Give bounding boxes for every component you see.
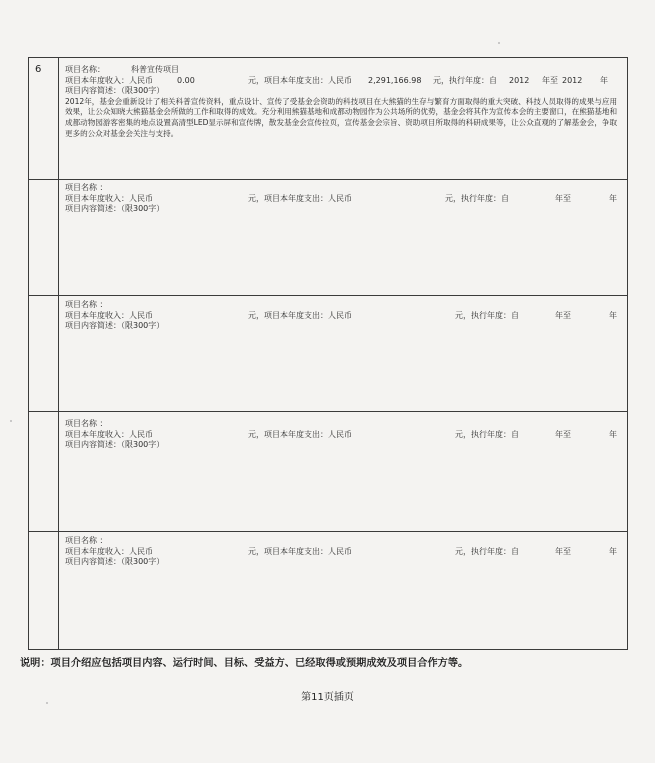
content-label: 项目内容简述：（限300字） bbox=[65, 440, 165, 450]
project-row bbox=[65, 65, 621, 139]
exec-year-label: 元，执行年度：自 bbox=[445, 193, 509, 203]
content-label: 项目内容简述：（限300字） bbox=[65, 204, 165, 214]
content-line bbox=[65, 557, 621, 568]
content-line bbox=[65, 86, 621, 97]
to-label: 年至 bbox=[555, 546, 571, 556]
income-label: 项目本年度收入：人民币 bbox=[65, 546, 153, 556]
project-name-label: 项目名称 ： bbox=[65, 536, 108, 545]
expense-label: 元，项目本年度支出：人民币 bbox=[248, 429, 352, 439]
content-label: 项目内容简述：（限300字） bbox=[65, 321, 165, 331]
expense-label: 元，项目本年度支出：人民币 bbox=[248, 193, 352, 203]
income-value: 0.00 bbox=[177, 75, 195, 85]
year-label: 年 bbox=[609, 310, 617, 320]
project-description: 2012年，基金会重新设计了相关科普宣传资料，重点设计、宣传了受基金会资助的科技项目在大熊猫的生存与繁育方面取得的重大突破、科技人员取得的成果与应用效果，让公众知晓大熊猫基金会所做的工作和取得的成效。充分利用熊猫基地和成都动物园作为公共场所的优势，基金会将其作为宣传本会的主要窗口，在熊猫基地和成都动物园游客密集的地点设置高清型LED显示屏和宣传牌，散发基金会宣传拉页，宣传基金会宗旨、资助项目所取得的科研成果等，让公众直观的了解基金会，争取更多的公众对基金会关注与支持。 bbox=[65, 96, 617, 138]
content-line bbox=[65, 204, 621, 215]
amount-line bbox=[65, 194, 621, 205]
expense-label: 元，项目本年度支出：人民币 bbox=[248, 75, 352, 85]
name-line bbox=[65, 300, 621, 311]
row-divider bbox=[29, 531, 627, 532]
project-row bbox=[65, 419, 621, 451]
income-label: 项目本年度收入：人民币 bbox=[65, 310, 153, 320]
to-label: 年至 bbox=[542, 75, 558, 85]
name-line bbox=[65, 536, 621, 547]
project-name-label: 项目名称 ： bbox=[65, 183, 108, 192]
project-row bbox=[65, 183, 621, 215]
year-label: 年 bbox=[609, 193, 617, 203]
project-row bbox=[65, 300, 621, 332]
content-label: 项目内容简述：（限300字） bbox=[65, 86, 165, 96]
content-line bbox=[65, 440, 621, 451]
year-label: 年 bbox=[609, 546, 617, 556]
project-row bbox=[65, 536, 621, 568]
expense-label: 元，项目本年度支出：人民币 bbox=[248, 310, 352, 320]
name-line bbox=[65, 183, 621, 194]
year-label: 年 bbox=[609, 429, 617, 439]
exec-year-to: 2012 bbox=[562, 75, 583, 85]
to-label: 年至 bbox=[555, 310, 571, 320]
exec-year-label: 元，执行年度：自 bbox=[455, 310, 519, 320]
to-label: 年至 bbox=[555, 193, 571, 203]
income-label: 项目本年度收入：人民币 bbox=[65, 75, 153, 85]
expense-label: 元，项目本年度支出：人民币 bbox=[248, 546, 352, 556]
name-line bbox=[65, 65, 621, 76]
project-name-label: 项目名称： bbox=[65, 65, 105, 74]
row-divider bbox=[29, 411, 627, 412]
row-divider bbox=[29, 179, 627, 180]
exec-year-label: 元，执行年度：自 bbox=[433, 75, 497, 85]
scan-speck bbox=[498, 42, 500, 44]
content-label: 项目内容简述：（限300字） bbox=[65, 557, 165, 567]
scan-speck bbox=[46, 702, 48, 704]
amount-line bbox=[65, 76, 621, 87]
amount-line bbox=[65, 311, 621, 322]
project-table bbox=[28, 57, 628, 650]
project-name-label: 项目名称 ： bbox=[65, 419, 108, 428]
content-line bbox=[65, 321, 621, 332]
explanation-note: 说明：项目介绍应包括项目内容、运行时间、目标、受益方、已经取得或预期成效及项目合作方等。 bbox=[20, 658, 469, 669]
scan-speck bbox=[10, 420, 12, 422]
expense-value: 2,291,166.98 bbox=[368, 75, 422, 85]
income-label: 项目本年度收入：人民币 bbox=[65, 429, 153, 439]
project-name-value: 科普宣传项目 bbox=[131, 65, 179, 74]
income-label: 项目本年度收入：人民币 bbox=[65, 193, 153, 203]
exec-year-label: 元，执行年度：自 bbox=[455, 429, 519, 439]
row-number: 6 bbox=[35, 64, 42, 75]
amount-line bbox=[65, 547, 621, 558]
page-footer: 第11页插页 bbox=[301, 692, 354, 703]
row-divider bbox=[29, 295, 627, 296]
exec-year-label: 元，执行年度：自 bbox=[455, 546, 519, 556]
year-label: 年 bbox=[600, 75, 608, 85]
number-column-divider bbox=[58, 58, 59, 649]
amount-line bbox=[65, 430, 621, 441]
name-line bbox=[65, 419, 621, 430]
exec-year-from: 2012 bbox=[509, 75, 530, 85]
project-name-label: 项目名称 ： bbox=[65, 300, 108, 309]
to-label: 年至 bbox=[555, 429, 571, 439]
